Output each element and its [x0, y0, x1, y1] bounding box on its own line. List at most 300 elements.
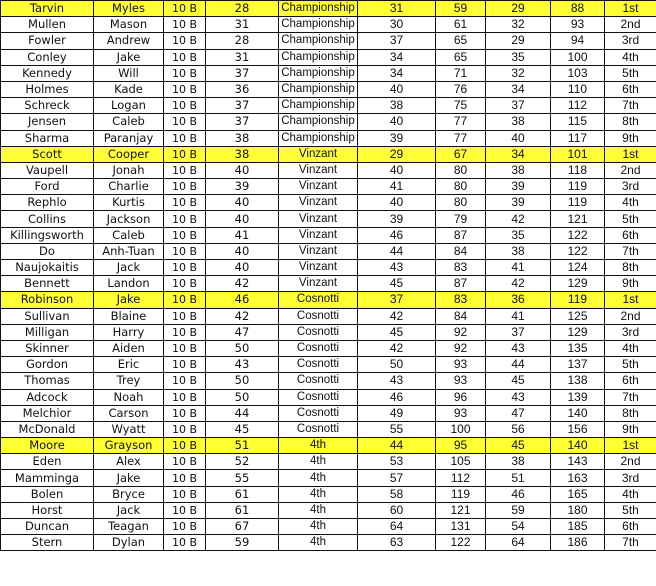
round1-score-cell: 42	[358, 308, 436, 324]
flight-cell: Cosnotti	[279, 357, 358, 373]
round1-score-cell: 63	[358, 535, 436, 551]
front-score-cell: 44	[206, 405, 279, 421]
last-name-cell: Rephlo	[1, 195, 94, 211]
round2-score-cell: 71	[436, 65, 486, 81]
front-score-cell: 50	[206, 340, 279, 356]
last-name-cell: Holmes	[1, 81, 94, 97]
place-cell: 4th	[605, 195, 656, 211]
total-score-cell: 135	[551, 340, 605, 356]
first-name-cell: Andrew	[94, 33, 164, 49]
first-name-cell: Trey	[94, 373, 164, 389]
total-score-cell: 165	[551, 486, 605, 502]
total-score-cell: 140	[551, 438, 605, 454]
place-cell: 8th	[605, 260, 656, 276]
table-row	[1, 421, 656, 437]
last-name-cell: Sullivan	[1, 308, 94, 324]
last-name-cell: Collins	[1, 211, 94, 227]
round1-score-cell: 43	[358, 260, 436, 276]
grade-cell: 10 B	[164, 211, 206, 227]
round1-score-cell: 45	[358, 276, 436, 292]
first-name-cell: Aiden	[94, 340, 164, 356]
last-name-cell: Sharma	[1, 130, 94, 146]
table-row	[1, 17, 656, 33]
round2-score-cell: 80	[436, 179, 486, 195]
round2-score-cell: 100	[436, 421, 486, 437]
back-score-cell: 46	[486, 486, 551, 502]
last-name-cell: Bolen	[1, 486, 94, 502]
round1-score-cell: 39	[358, 130, 436, 146]
round2-score-cell: 112	[436, 470, 486, 486]
total-score-cell: 119	[551, 195, 605, 211]
front-score-cell: 31	[206, 17, 279, 33]
first-name-cell: Jonah	[94, 162, 164, 178]
front-score-cell: 28	[206, 1, 279, 17]
front-score-cell: 41	[206, 227, 279, 243]
round1-score-cell: 30	[358, 17, 436, 33]
last-name-cell: Robinson	[1, 292, 94, 308]
grade-cell: 10 B	[164, 454, 206, 470]
grade-cell: 10 B	[164, 179, 206, 195]
round1-score-cell: 57	[358, 470, 436, 486]
grade-cell: 10 B	[164, 308, 206, 324]
place-cell: 3rd	[605, 33, 656, 49]
grade-cell: 10 B	[164, 114, 206, 130]
round1-score-cell: 40	[358, 195, 436, 211]
first-name-cell: Dylan	[94, 535, 164, 551]
flight-cell: 4th	[279, 438, 358, 454]
last-name-cell: Eden	[1, 454, 94, 470]
back-score-cell: 56	[486, 421, 551, 437]
first-name-cell: Landon	[94, 276, 164, 292]
flight-cell: Championship	[279, 17, 358, 33]
table-row	[1, 211, 656, 227]
back-score-cell: 38	[486, 454, 551, 470]
first-name-cell: Cooper	[94, 146, 164, 162]
front-score-cell: 45	[206, 421, 279, 437]
total-score-cell: 112	[551, 98, 605, 114]
first-name-cell: Grayson	[94, 438, 164, 454]
round1-score-cell: 31	[358, 1, 436, 17]
back-score-cell: 51	[486, 470, 551, 486]
flight-cell: Vinzant	[279, 260, 358, 276]
flight-cell: 4th	[279, 486, 358, 502]
grade-cell: 10 B	[164, 502, 206, 518]
back-score-cell: 35	[486, 49, 551, 65]
back-score-cell: 43	[486, 389, 551, 405]
first-name-cell: Noah	[94, 389, 164, 405]
back-score-cell: 40	[486, 130, 551, 146]
grade-cell: 10 B	[164, 227, 206, 243]
first-name-cell: Jackson	[94, 211, 164, 227]
total-score-cell: 124	[551, 260, 605, 276]
total-score-cell: 138	[551, 373, 605, 389]
back-score-cell: 47	[486, 405, 551, 421]
back-score-cell: 42	[486, 276, 551, 292]
front-score-cell: 38	[206, 130, 279, 146]
back-score-cell: 64	[486, 535, 551, 551]
round2-score-cell: 80	[436, 162, 486, 178]
place-cell: 4th	[605, 486, 656, 502]
place-cell: 7th	[605, 243, 656, 259]
front-score-cell: 50	[206, 389, 279, 405]
last-name-cell: Horst	[1, 502, 94, 518]
back-score-cell: 38	[486, 114, 551, 130]
back-score-cell: 29	[486, 1, 551, 17]
total-score-cell: 140	[551, 405, 605, 421]
round2-score-cell: 92	[436, 324, 486, 340]
total-score-cell: 180	[551, 502, 605, 518]
last-name-cell: Vaupell	[1, 162, 94, 178]
total-score-cell: 163	[551, 470, 605, 486]
place-cell: 4th	[605, 340, 656, 356]
flight-cell: Championship	[279, 81, 358, 97]
grade-cell: 10 B	[164, 81, 206, 97]
first-name-cell: Mason	[94, 17, 164, 33]
last-name-cell: Tarvin	[1, 1, 94, 17]
back-score-cell: 32	[486, 65, 551, 81]
front-score-cell: 37	[206, 98, 279, 114]
place-cell: 5th	[605, 211, 656, 227]
round1-score-cell: 60	[358, 502, 436, 518]
front-score-cell: 40	[206, 211, 279, 227]
total-score-cell: 156	[551, 421, 605, 437]
place-cell: 8th	[605, 114, 656, 130]
first-name-cell: Myles	[94, 1, 164, 17]
grade-cell: 10 B	[164, 276, 206, 292]
grade-cell: 10 B	[164, 389, 206, 405]
first-name-cell: Jake	[94, 292, 164, 308]
total-score-cell: 119	[551, 292, 605, 308]
first-name-cell: Jake	[94, 470, 164, 486]
round1-score-cell: 34	[358, 65, 436, 81]
back-score-cell: 39	[486, 179, 551, 195]
round2-score-cell: 95	[436, 438, 486, 454]
grade-cell: 10 B	[164, 486, 206, 502]
grade-cell: 10 B	[164, 33, 206, 49]
back-score-cell: 45	[486, 438, 551, 454]
grade-cell: 10 B	[164, 340, 206, 356]
round2-score-cell: 67	[436, 146, 486, 162]
last-name-cell: Do	[1, 243, 94, 259]
last-name-cell: Duncan	[1, 519, 94, 535]
total-score-cell: 121	[551, 211, 605, 227]
grade-cell: 10 B	[164, 438, 206, 454]
grade-cell: 10 B	[164, 146, 206, 162]
round1-score-cell: 40	[358, 81, 436, 97]
grade-cell: 10 B	[164, 130, 206, 146]
round2-score-cell: 84	[436, 308, 486, 324]
round1-score-cell: 42	[358, 340, 436, 356]
front-score-cell: 37	[206, 114, 279, 130]
round2-score-cell: 122	[436, 535, 486, 551]
table-row	[1, 389, 656, 405]
round2-score-cell: 93	[436, 357, 486, 373]
round2-score-cell: 105	[436, 454, 486, 470]
last-name-cell: Bennett	[1, 276, 94, 292]
last-name-cell: Naujokaitis	[1, 260, 94, 276]
table-row	[1, 454, 656, 470]
total-score-cell: 129	[551, 324, 605, 340]
back-score-cell: 37	[486, 98, 551, 114]
front-score-cell: 42	[206, 276, 279, 292]
round1-score-cell: 29	[358, 146, 436, 162]
first-name-cell: Eric	[94, 357, 164, 373]
back-score-cell: 34	[486, 81, 551, 97]
round1-score-cell: 44	[358, 438, 436, 454]
place-cell: 6th	[605, 373, 656, 389]
round2-score-cell: 93	[436, 405, 486, 421]
flight-cell: Cosnotti	[279, 340, 358, 356]
first-name-cell: Wyatt	[94, 421, 164, 437]
flight-cell: Championship	[279, 65, 358, 81]
front-score-cell: 59	[206, 535, 279, 551]
grade-cell: 10 B	[164, 243, 206, 259]
round2-score-cell: 93	[436, 373, 486, 389]
table-row-flight-leader	[1, 146, 656, 162]
flight-cell: Cosnotti	[279, 308, 358, 324]
round1-score-cell: 58	[358, 486, 436, 502]
table-row	[1, 33, 656, 49]
back-score-cell: 34	[486, 146, 551, 162]
flight-cell: Vinzant	[279, 211, 358, 227]
table-row-flight-leader	[1, 1, 656, 17]
grade-cell: 10 B	[164, 1, 206, 17]
flight-cell: Vinzant	[279, 195, 358, 211]
round1-score-cell: 40	[358, 162, 436, 178]
back-score-cell: 41	[486, 308, 551, 324]
first-name-cell: Paranjay	[94, 130, 164, 146]
flight-cell: 4th	[279, 454, 358, 470]
first-name-cell: Will	[94, 65, 164, 81]
flight-cell: Vinzant	[279, 162, 358, 178]
back-score-cell: 36	[486, 292, 551, 308]
front-score-cell: 40	[206, 195, 279, 211]
back-score-cell: 59	[486, 502, 551, 518]
table-row	[1, 260, 656, 276]
table-row-flight-leader	[1, 292, 656, 308]
total-score-cell: 137	[551, 357, 605, 373]
last-name-cell: Gordon	[1, 357, 94, 373]
round2-score-cell: 92	[436, 340, 486, 356]
front-score-cell: 52	[206, 454, 279, 470]
round1-score-cell: 37	[358, 33, 436, 49]
last-name-cell: Conley	[1, 49, 94, 65]
round2-score-cell: 87	[436, 276, 486, 292]
grade-cell: 10 B	[164, 324, 206, 340]
grade-cell: 10 B	[164, 292, 206, 308]
place-cell: 7th	[605, 535, 656, 551]
first-name-cell: Anh-Tuan	[94, 243, 164, 259]
back-score-cell: 45	[486, 373, 551, 389]
first-name-cell: Jack	[94, 502, 164, 518]
front-score-cell: 61	[206, 486, 279, 502]
place-cell: 1st	[605, 1, 656, 17]
flight-cell: Cosnotti	[279, 421, 358, 437]
front-score-cell: 67	[206, 519, 279, 535]
back-score-cell: 44	[486, 357, 551, 373]
total-score-cell: 94	[551, 33, 605, 49]
last-name-cell: Schreck	[1, 98, 94, 114]
front-score-cell: 36	[206, 81, 279, 97]
place-cell: 7th	[605, 98, 656, 114]
total-score-cell: 117	[551, 130, 605, 146]
round1-score-cell: 41	[358, 179, 436, 195]
flight-cell: Championship	[279, 49, 358, 65]
first-name-cell: Caleb	[94, 227, 164, 243]
first-name-cell: Caleb	[94, 114, 164, 130]
round1-score-cell: 38	[358, 98, 436, 114]
front-score-cell: 40	[206, 260, 279, 276]
place-cell: 7th	[605, 389, 656, 405]
flight-cell: Cosnotti	[279, 405, 358, 421]
table-row	[1, 130, 656, 146]
last-name-cell: Fowler	[1, 33, 94, 49]
table-row	[1, 195, 656, 211]
table-row	[1, 98, 656, 114]
table-row	[1, 162, 656, 178]
table-row	[1, 65, 656, 81]
flight-cell: Vinzant	[279, 243, 358, 259]
round2-score-cell: 75	[436, 98, 486, 114]
round2-score-cell: 77	[436, 114, 486, 130]
front-score-cell: 40	[206, 162, 279, 178]
table-row	[1, 340, 656, 356]
flight-cell: Cosnotti	[279, 324, 358, 340]
front-score-cell: 31	[206, 49, 279, 65]
place-cell: 2nd	[605, 17, 656, 33]
table-row	[1, 357, 656, 373]
round1-score-cell: 50	[358, 357, 436, 373]
first-name-cell: Charlie	[94, 179, 164, 195]
first-name-cell: Harry	[94, 324, 164, 340]
round1-score-cell: 34	[358, 49, 436, 65]
last-name-cell: Mamminga	[1, 470, 94, 486]
place-cell: 2nd	[605, 308, 656, 324]
total-score-cell: 129	[551, 276, 605, 292]
grade-cell: 10 B	[164, 421, 206, 437]
place-cell: 5th	[605, 502, 656, 518]
back-score-cell: 32	[486, 17, 551, 33]
grade-cell: 10 B	[164, 195, 206, 211]
round1-score-cell: 46	[358, 389, 436, 405]
back-score-cell: 38	[486, 162, 551, 178]
total-score-cell: 110	[551, 81, 605, 97]
back-score-cell: 54	[486, 519, 551, 535]
place-cell: 4th	[605, 49, 656, 65]
place-cell: 6th	[605, 227, 656, 243]
front-score-cell: 61	[206, 502, 279, 518]
round2-score-cell: 61	[436, 17, 486, 33]
flight-cell: Championship	[279, 33, 358, 49]
flight-cell: 4th	[279, 502, 358, 518]
round1-score-cell: 64	[358, 519, 436, 535]
round2-score-cell: 83	[436, 260, 486, 276]
round1-score-cell: 55	[358, 421, 436, 437]
back-score-cell: 29	[486, 33, 551, 49]
place-cell: 9th	[605, 421, 656, 437]
flight-cell: Vinzant	[279, 179, 358, 195]
round2-score-cell: 80	[436, 195, 486, 211]
results-body	[1, 1, 656, 551]
table-row	[1, 502, 656, 518]
place-cell: 2nd	[605, 454, 656, 470]
table-row	[1, 470, 656, 486]
round2-score-cell: 79	[436, 211, 486, 227]
place-cell: 3rd	[605, 470, 656, 486]
total-score-cell: 93	[551, 17, 605, 33]
table-row-flight-leader	[1, 438, 656, 454]
flight-cell: 4th	[279, 519, 358, 535]
front-score-cell: 38	[206, 146, 279, 162]
round1-score-cell: 45	[358, 324, 436, 340]
last-name-cell: McDonald	[1, 421, 94, 437]
round1-score-cell: 43	[358, 373, 436, 389]
place-cell: 1st	[605, 146, 656, 162]
front-score-cell: 47	[206, 324, 279, 340]
front-score-cell: 40	[206, 243, 279, 259]
round1-score-cell: 39	[358, 211, 436, 227]
grade-cell: 10 B	[164, 535, 206, 551]
round2-score-cell: 87	[436, 227, 486, 243]
round2-score-cell: 131	[436, 519, 486, 535]
round1-score-cell: 44	[358, 243, 436, 259]
place-cell: 9th	[605, 276, 656, 292]
grade-cell: 10 B	[164, 470, 206, 486]
last-name-cell: Ford	[1, 179, 94, 195]
flight-cell: Cosnotti	[279, 389, 358, 405]
front-score-cell: 46	[206, 292, 279, 308]
table-row	[1, 324, 656, 340]
last-name-cell: Killingsworth	[1, 227, 94, 243]
total-score-cell: 118	[551, 162, 605, 178]
grade-cell: 10 B	[164, 17, 206, 33]
round2-score-cell: 83	[436, 292, 486, 308]
grade-cell: 10 B	[164, 49, 206, 65]
last-name-cell: Stern	[1, 535, 94, 551]
table-row	[1, 405, 656, 421]
place-cell: 8th	[605, 405, 656, 421]
front-score-cell: 37	[206, 65, 279, 81]
round1-score-cell: 49	[358, 405, 436, 421]
total-score-cell: 122	[551, 243, 605, 259]
total-score-cell: 122	[551, 227, 605, 243]
table-row	[1, 535, 656, 551]
table-row	[1, 81, 656, 97]
grade-cell: 10 B	[164, 373, 206, 389]
table-row	[1, 114, 656, 130]
back-score-cell: 42	[486, 211, 551, 227]
flight-cell: Championship	[279, 98, 358, 114]
first-name-cell: Blaine	[94, 308, 164, 324]
total-score-cell: 143	[551, 454, 605, 470]
place-cell: 6th	[605, 519, 656, 535]
round1-score-cell: 37	[358, 292, 436, 308]
first-name-cell: Logan	[94, 98, 164, 114]
total-score-cell: 115	[551, 114, 605, 130]
flight-cell: Vinzant	[279, 146, 358, 162]
total-score-cell: 100	[551, 49, 605, 65]
place-cell: 6th	[605, 81, 656, 97]
total-score-cell: 88	[551, 1, 605, 17]
last-name-cell: Adcock	[1, 389, 94, 405]
last-name-cell: Scott	[1, 146, 94, 162]
first-name-cell: Alex	[94, 454, 164, 470]
flight-cell: Cosnotti	[279, 373, 358, 389]
front-score-cell: 28	[206, 33, 279, 49]
total-score-cell: 139	[551, 389, 605, 405]
flight-cell: 4th	[279, 535, 358, 551]
first-name-cell: Jack	[94, 260, 164, 276]
